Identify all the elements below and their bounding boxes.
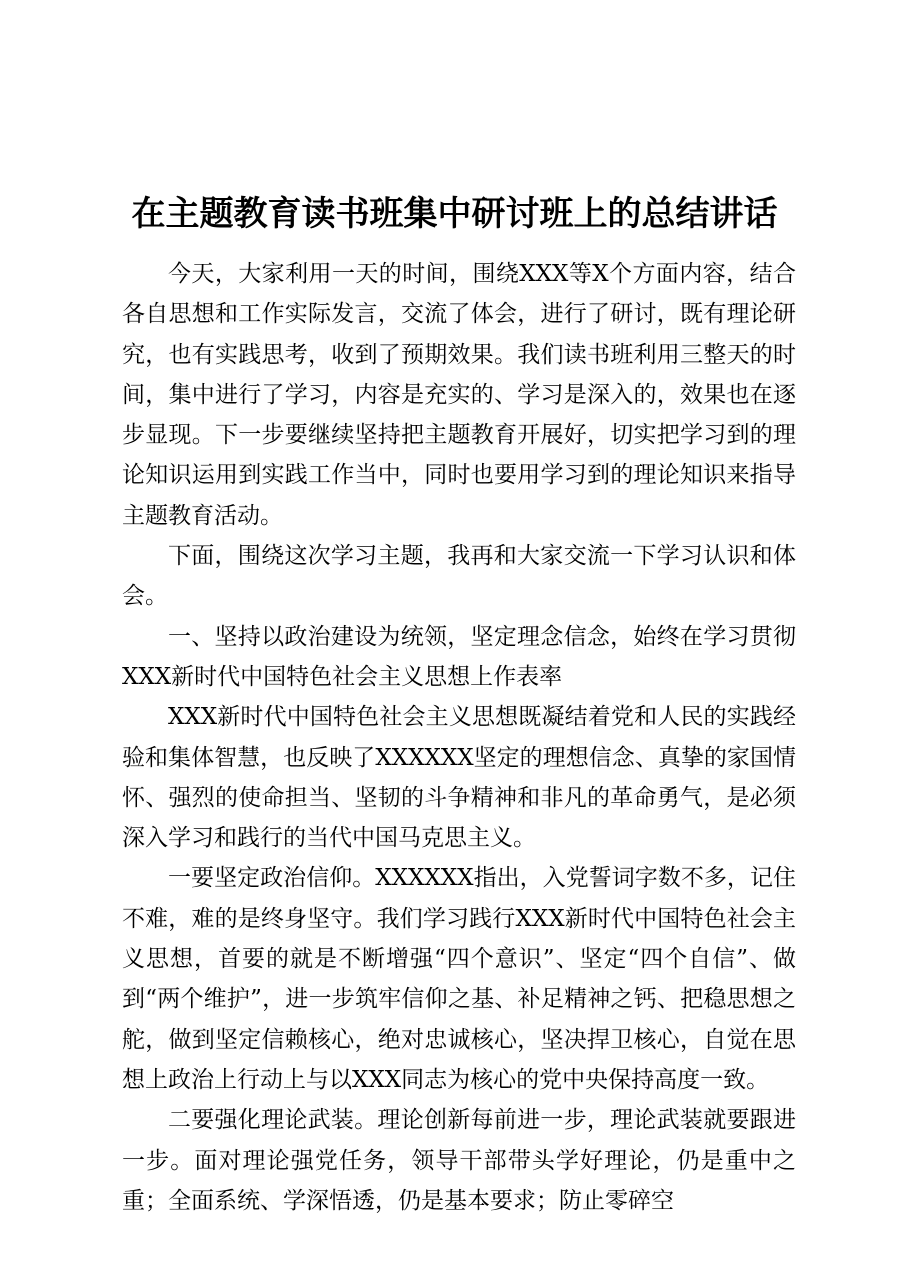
document-title: 在主题教育读书班集中研讨班上的总结讲话 (131, 194, 778, 234)
paragraph-thought: XXX新时代中国特色社会主义思想既凝结着党和人民的实践经验和集体智慧，也反映了XXXXXX坚定的理想信念、真挚的家国情怀、强烈的使命担当、坚韧的斗争精神和非凡的革命勇气，是必须深入学习和践行的当代中国马克思主义。 (122, 704, 796, 852)
document-body (122, 254, 796, 1221)
paragraph-political-faith: 一要坚定政治信仰。XXXXXX指出，入党誓词字数不多，记住不难，难的是终身坚守。我们学习践行XXX新时代中国特色社会主义思想，首要的就是不断增强“四个意识”、坚定“四个自信”、做到“两个维护”，进一步筑牢信仰之基、补足精神之钙、把稳思想之舵，做到坚定信赖核心，绝对忠诚核心，坚决捍卫核心，自觉在思想上政治上行动上与以XXX同志为核心的党中央保持高度一致。 (122, 865, 796, 1093)
section-heading-one: 一、坚持以政治建设为统领，坚定理念信念，始终在学习贯彻XXX新时代中国特色社会主义思想上作表率 (122, 623, 796, 690)
paragraph-transition: 下面，围绕这次学习主题，我再和大家交流一下学习认识和体会。 (122, 543, 796, 610)
paragraph-theory-armament: 二要强化理论武装。理论创新每前进一步，理论武装就要跟进一步。面对理论强党任务，领导干部带头学好理论，仍是重中之重；全面系统、学深悟透，仍是基本要求；防止零碎空 (122, 1107, 796, 1214)
paragraph-intro: 今天，大家利用一天的时间，围绕XXX等X个方面内容，结合各自思想和工作实际发言，交流了体会，进行了研讨，既有理论研究，也有实践思考，收到了预期效果。我们读书班利用三整天的时间，集中进行了学习，内容是充实的、学习是深入的，效果也在逐步显现。下一步要继续坚持把主题教育开展好，切实把学习到的理论知识运用到实践工作当中，同时也要用学习到的理论知识来指导主题教育活动。 (122, 261, 796, 529)
